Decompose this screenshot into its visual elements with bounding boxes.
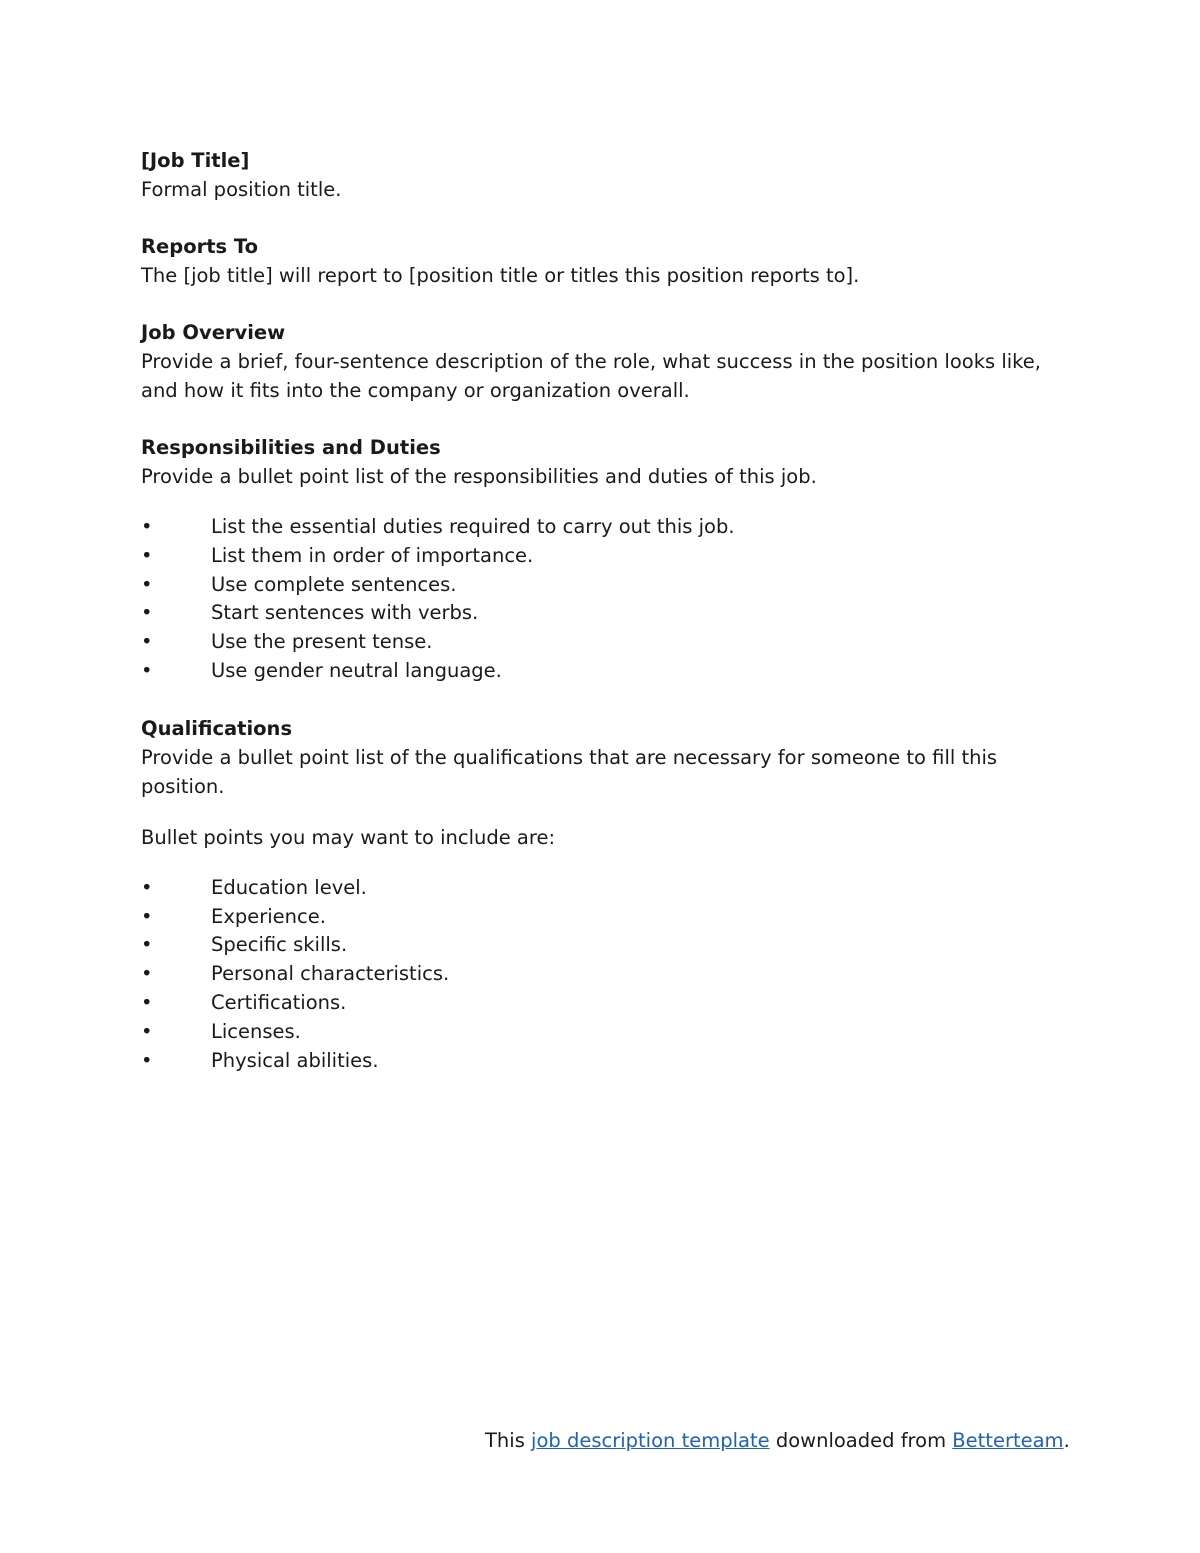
bullet-icon: • (141, 572, 153, 596)
list-item-text: Use complete sentences. (211, 572, 457, 596)
responsibilities-list (141, 513, 1081, 686)
list-item-text: Use the present tense. (211, 630, 433, 654)
bullet-icon: • (141, 1019, 153, 1043)
list-item (141, 960, 1081, 989)
document-page (141, 146, 1081, 1103)
job-overview-text: Provide a brief, four-sentence description of the role, what success in the position looks like, and how it fits into the company or organization overall. (141, 350, 1041, 402)
bullet-icon: • (141, 962, 153, 986)
job-description-template-link[interactable]: job description template (531, 1429, 770, 1452)
responsibilities-text: Provide a bullet point list of the responsibilities and duties of this job. (141, 465, 817, 488)
list-item (141, 931, 1081, 960)
bullet-icon: • (141, 630, 153, 654)
list-item (141, 989, 1081, 1018)
list-item (141, 542, 1081, 571)
bullet-icon: • (141, 543, 153, 567)
job-overview-heading: Job Overview (141, 321, 286, 344)
bullet-icon: • (141, 904, 153, 928)
list-item-text: Education level. (211, 875, 367, 899)
list-item (141, 513, 1081, 542)
list-item (141, 1018, 1081, 1047)
bullet-icon: • (141, 515, 153, 538)
list-item-text: Start sentences with verbs. (211, 601, 479, 625)
bullet-icon: • (141, 875, 153, 899)
bullet-icon: • (141, 990, 153, 1014)
reports-to-heading: Reports To (141, 235, 259, 258)
list-item-text: Physical abilities. (211, 1048, 379, 1072)
list-item-text: Personal characteristics. (211, 962, 450, 986)
footer-prefix: This (485, 1429, 532, 1452)
reports-to-section (141, 232, 1081, 290)
list-item-text: Certifications. (211, 990, 347, 1014)
footer-suffix: . (1063, 1429, 1070, 1452)
list-item (141, 599, 1081, 628)
footer-middle: downloaded from (769, 1429, 953, 1452)
list-item (141, 903, 1081, 932)
list-item-text: Licenses. (211, 1019, 301, 1043)
list-item-text: List the essential duties required to carry out this job. (211, 515, 735, 538)
betterteam-link[interactable]: Betterteam (952, 1429, 1064, 1452)
bullet-icon: • (141, 601, 153, 625)
list-item (141, 1047, 1081, 1076)
job-title-heading: [Job Title] (141, 149, 250, 172)
list-item-text: Use gender neutral language. (211, 658, 502, 682)
reports-to-text: The [job title] will report to [position title or titles this position reports to]. (141, 264, 860, 287)
list-item (141, 628, 1081, 657)
bullet-icon: • (141, 658, 153, 682)
job-title-text: Formal position title. (141, 178, 342, 201)
list-item (141, 657, 1081, 686)
list-item (141, 571, 1081, 600)
list-item-text: Specific skills. (211, 933, 348, 957)
list-item-text: List them in order of importance. (211, 543, 534, 567)
bullet-icon: • (141, 933, 153, 957)
list-item (141, 874, 1081, 903)
list-item-text: Experience. (211, 904, 326, 928)
footer-attribution (485, 1426, 1070, 1455)
qualifications-intro: Bullet points you may want to include are: (141, 825, 556, 849)
qualifications-heading: Qualifications (141, 716, 293, 740)
bullet-icon: • (141, 1048, 153, 1072)
responsibilities-section (141, 433, 1081, 686)
responsibilities-heading: Responsibilities and Duties (141, 436, 441, 459)
job-overview-section (141, 318, 1081, 405)
job-title-section (141, 146, 1081, 204)
qualifications-list (141, 874, 1081, 1076)
qualifications-text: Provide a bullet point list of the qualifications that are necessary for someone to fill this position. (141, 745, 998, 798)
qualifications-section (141, 714, 1081, 1076)
